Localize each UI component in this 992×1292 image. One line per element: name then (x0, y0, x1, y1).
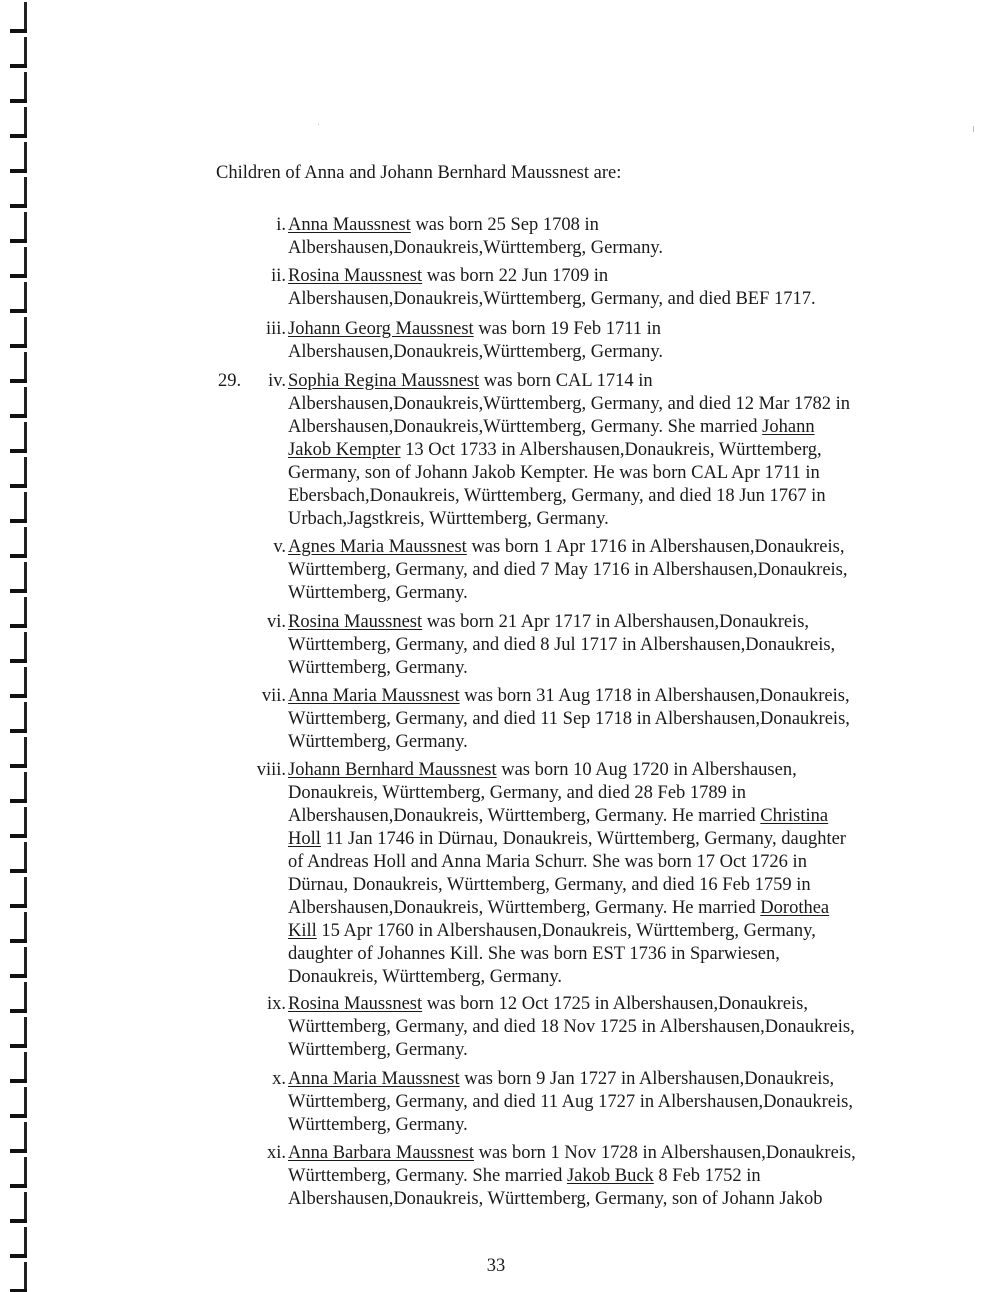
child-numeral: ii. (271, 266, 286, 286)
entry-line (288, 370, 928, 393)
entry-text: Albershausen,Donaukreis,Württemberg, Germany. (288, 342, 664, 362)
child-entry (266, 1142, 928, 1211)
entry-line (288, 508, 928, 531)
child-entry (261, 685, 928, 754)
entry-text: Albershausen,Donaukreis,Württemberg, Germany. She married (288, 417, 763, 437)
entry-text: Germany, son of Johann Jakob Kempter. He was born CAL Apr 1711 in (288, 463, 820, 483)
entry-line (288, 920, 928, 943)
entry-line (288, 393, 928, 416)
person-name-underlined: Johann (762, 417, 815, 437)
entry-text: Albershausen,Donaukreis, Württemberg, Germany. He married (288, 898, 761, 918)
person-name-underlined: Johann Bernhard Maussnest (288, 760, 497, 780)
entry-line (288, 485, 928, 508)
person-name-underlined: Jakob Buck (566, 1166, 654, 1186)
entry-line (288, 966, 928, 989)
child-numeral: xi. (266, 1143, 286, 1163)
entry-line (288, 237, 928, 260)
entry-text: was born 31 Aug 1718 in Albershausen,Donaukreis, (459, 686, 850, 706)
entry-text: Albershausen,Donaukreis, Württemberg, Germany, son of Johann Jakob (288, 1189, 823, 1209)
child-entry (256, 759, 928, 989)
entry-line (288, 782, 928, 805)
entry-text: Württemberg, Germany. (288, 1040, 468, 1060)
child-entry (266, 993, 928, 1062)
entry-text: was born 10 Aug 1720 in Albershausen, (496, 760, 797, 780)
child-entry (265, 318, 928, 364)
entry-line (288, 874, 928, 897)
child-entry (266, 611, 928, 680)
entry-line (288, 685, 928, 708)
entry-text: Albershausen,Donaukreis, Württemberg, Germany. He married (288, 806, 761, 826)
child-numeral: x. (272, 1069, 286, 1089)
entry-line (288, 1188, 928, 1211)
entry-line (288, 1114, 928, 1137)
entry-text: was born 9 Jan 1727 in Albershausen,Donaukreis, (459, 1069, 835, 1089)
entry-text: Württemberg, Germany. (288, 1115, 468, 1135)
person-name-underlined: Anna Maussnest (288, 215, 411, 235)
person-name-underlined: Kill (288, 921, 317, 941)
entry-text: Württemberg, Germany, and died 11 Sep 1718 in Albershausen,Donaukreis, (288, 709, 850, 729)
entry-line (288, 805, 928, 828)
child-entry (218, 370, 928, 531)
entry-text: was born 1 Nov 1728 in Albershausen,Donaukreis, (473, 1143, 856, 1163)
person-name-underlined: Anna Maria Maussnest (288, 1069, 460, 1089)
entry-line (288, 214, 928, 237)
entry-text: 15 Apr 1760 in Albershausen,Donaukreis, Württemberg, Germany, (316, 921, 816, 941)
entry-line (288, 897, 928, 920)
child-entry (276, 214, 928, 260)
entry-line (288, 851, 928, 874)
entry-line (288, 634, 928, 657)
person-name-underlined: Rosina Maussnest (288, 994, 423, 1014)
person-name-underlined: Jakob Kempter (288, 440, 401, 460)
entry-line (288, 1091, 928, 1114)
child-numeral: v. (273, 537, 286, 557)
child-numeral: vi. (266, 612, 286, 632)
entry-text: Württemberg, Germany. (288, 583, 468, 603)
person-name-underlined: Agnes Maria Maussnest (288, 537, 467, 557)
person-name-underlined: Sophia Regina Maussnest (288, 371, 480, 391)
page-number: 33 (486, 1256, 506, 1276)
person-name-underlined: Christina (760, 806, 829, 826)
entry-text: Ebersbach,Donaukreis, Württemberg, Germany, and died 18 Jun 1767 in (288, 486, 826, 506)
entry-line (288, 1016, 928, 1039)
entry-line (288, 759, 928, 782)
entry-line (288, 708, 928, 731)
person-name-underlined: Holl (288, 829, 321, 849)
entry-text: of Andreas Holl and Anna Maria Schurr. She was born 17 Oct 1726 in (288, 852, 807, 872)
entry-text: was born 1 Apr 1716 in Albershausen,Donaukreis, (466, 537, 845, 557)
entry-text: Albershausen,Donaukreis,Württemberg, Germany. (288, 238, 664, 258)
entry-text: Donaukreis, Württemberg, Germany, and died 28 Feb 1789 in (288, 783, 746, 803)
entry-text: Württemberg, Germany, and died 8 Jul 1717 in Albershausen,Donaukreis, (288, 635, 836, 655)
entry-text: Albershausen,Donaukreis,Württemberg, Germany, and died 12 Mar 1782 in (288, 394, 851, 414)
child-numeral: ix. (266, 994, 286, 1014)
entry-text: was born 19 Feb 1711 in (473, 319, 662, 339)
entry-line (288, 288, 928, 311)
entry-text: Württemberg, Germany. (288, 732, 468, 752)
entry-line (288, 1165, 928, 1188)
entry-text: Urbach,Jagstkreis, Württemberg, Germany. (288, 509, 609, 529)
entry-text: 13 Oct 1733 in Albershausen,Donaukreis, Württemberg, (400, 440, 822, 460)
entry-text: Albershausen,Donaukreis,Württemberg, Germany, and died BEF 1717. (288, 289, 816, 309)
entry-text: was born 21 Apr 1717 in Albershausen,Donaukreis, (422, 612, 810, 632)
generation-reference-number: 29. (218, 371, 242, 391)
entry-line (288, 582, 928, 605)
entry-line (288, 611, 928, 634)
entry-text: Württemberg, Germany, and died 11 Aug 1727 in Albershausen,Donaukreis, (288, 1092, 853, 1112)
entry-text: Württemberg, Germany. (288, 658, 468, 678)
entry-text: Württemberg, Germany. She married (288, 1166, 567, 1186)
person-name-underlined: Rosina Maussnest (288, 612, 423, 632)
entry-line (288, 416, 928, 439)
entry-line (288, 439, 928, 462)
entry-text: was born 25 Sep 1708 in (410, 215, 599, 235)
person-name-underlined: Anna Barbara Maussnest (288, 1143, 474, 1163)
entry-line (288, 341, 928, 364)
entry-line (288, 731, 928, 754)
child-numeral: iv. (268, 371, 286, 391)
entry-line (288, 265, 928, 288)
entry-text: 8 Feb 1752 in (653, 1166, 761, 1186)
entry-text: 11 Jan 1746 in Dürnau, Donaukreis, Württemberg, Germany, daughter (320, 829, 846, 849)
child-numeral: vii. (261, 686, 286, 706)
entry-text: was born 22 Jun 1709 in (422, 266, 609, 286)
entry-text: was born 12 Oct 1725 in Albershausen,Donaukreis, (422, 994, 808, 1014)
child-numeral: iii. (265, 319, 286, 339)
entry-line (288, 536, 928, 559)
entry-line (288, 318, 928, 341)
child-numeral: i. (276, 215, 286, 235)
entry-line (288, 559, 928, 582)
person-name-underlined: Dorothea (760, 898, 830, 918)
entry-line (288, 1039, 928, 1062)
child-entry (271, 265, 928, 311)
entry-line (288, 993, 928, 1016)
entry-line (288, 657, 928, 680)
person-name-underlined: Rosina Maussnest (288, 266, 423, 286)
entry-text: Donaukreis, Württemberg, Germany. (288, 967, 562, 987)
child-entry (272, 1068, 928, 1137)
entry-line (288, 828, 928, 851)
child-numeral: viii. (256, 760, 286, 780)
entry-text: daughter of Johannes Kill. She was born EST 1736 in Sparwiesen, (288, 944, 780, 964)
entry-text: Württemberg, Germany, and died 7 May 1716 in Albershausen,Donaukreis, (288, 560, 848, 580)
entry-text: Württemberg, Germany, and died 18 Nov 1725 in Albershausen,Donaukreis, (288, 1017, 855, 1037)
entry-line (288, 462, 928, 485)
entry-text: was born CAL 1714 in (479, 371, 653, 391)
entry-line (288, 1142, 928, 1165)
entry-line (288, 1068, 928, 1091)
person-name-underlined: Johann Georg Maussnest (288, 319, 474, 339)
child-entry (273, 536, 928, 605)
intro-heading: Children of Anna and Johann Bernhard Maussnest are: (216, 163, 622, 183)
person-name-underlined: Anna Maria Maussnest (288, 686, 460, 706)
entry-line (288, 943, 928, 966)
entry-text: Dürnau, Donaukreis, Württemberg, Germany, and died 16 Feb 1759 in (288, 875, 811, 895)
